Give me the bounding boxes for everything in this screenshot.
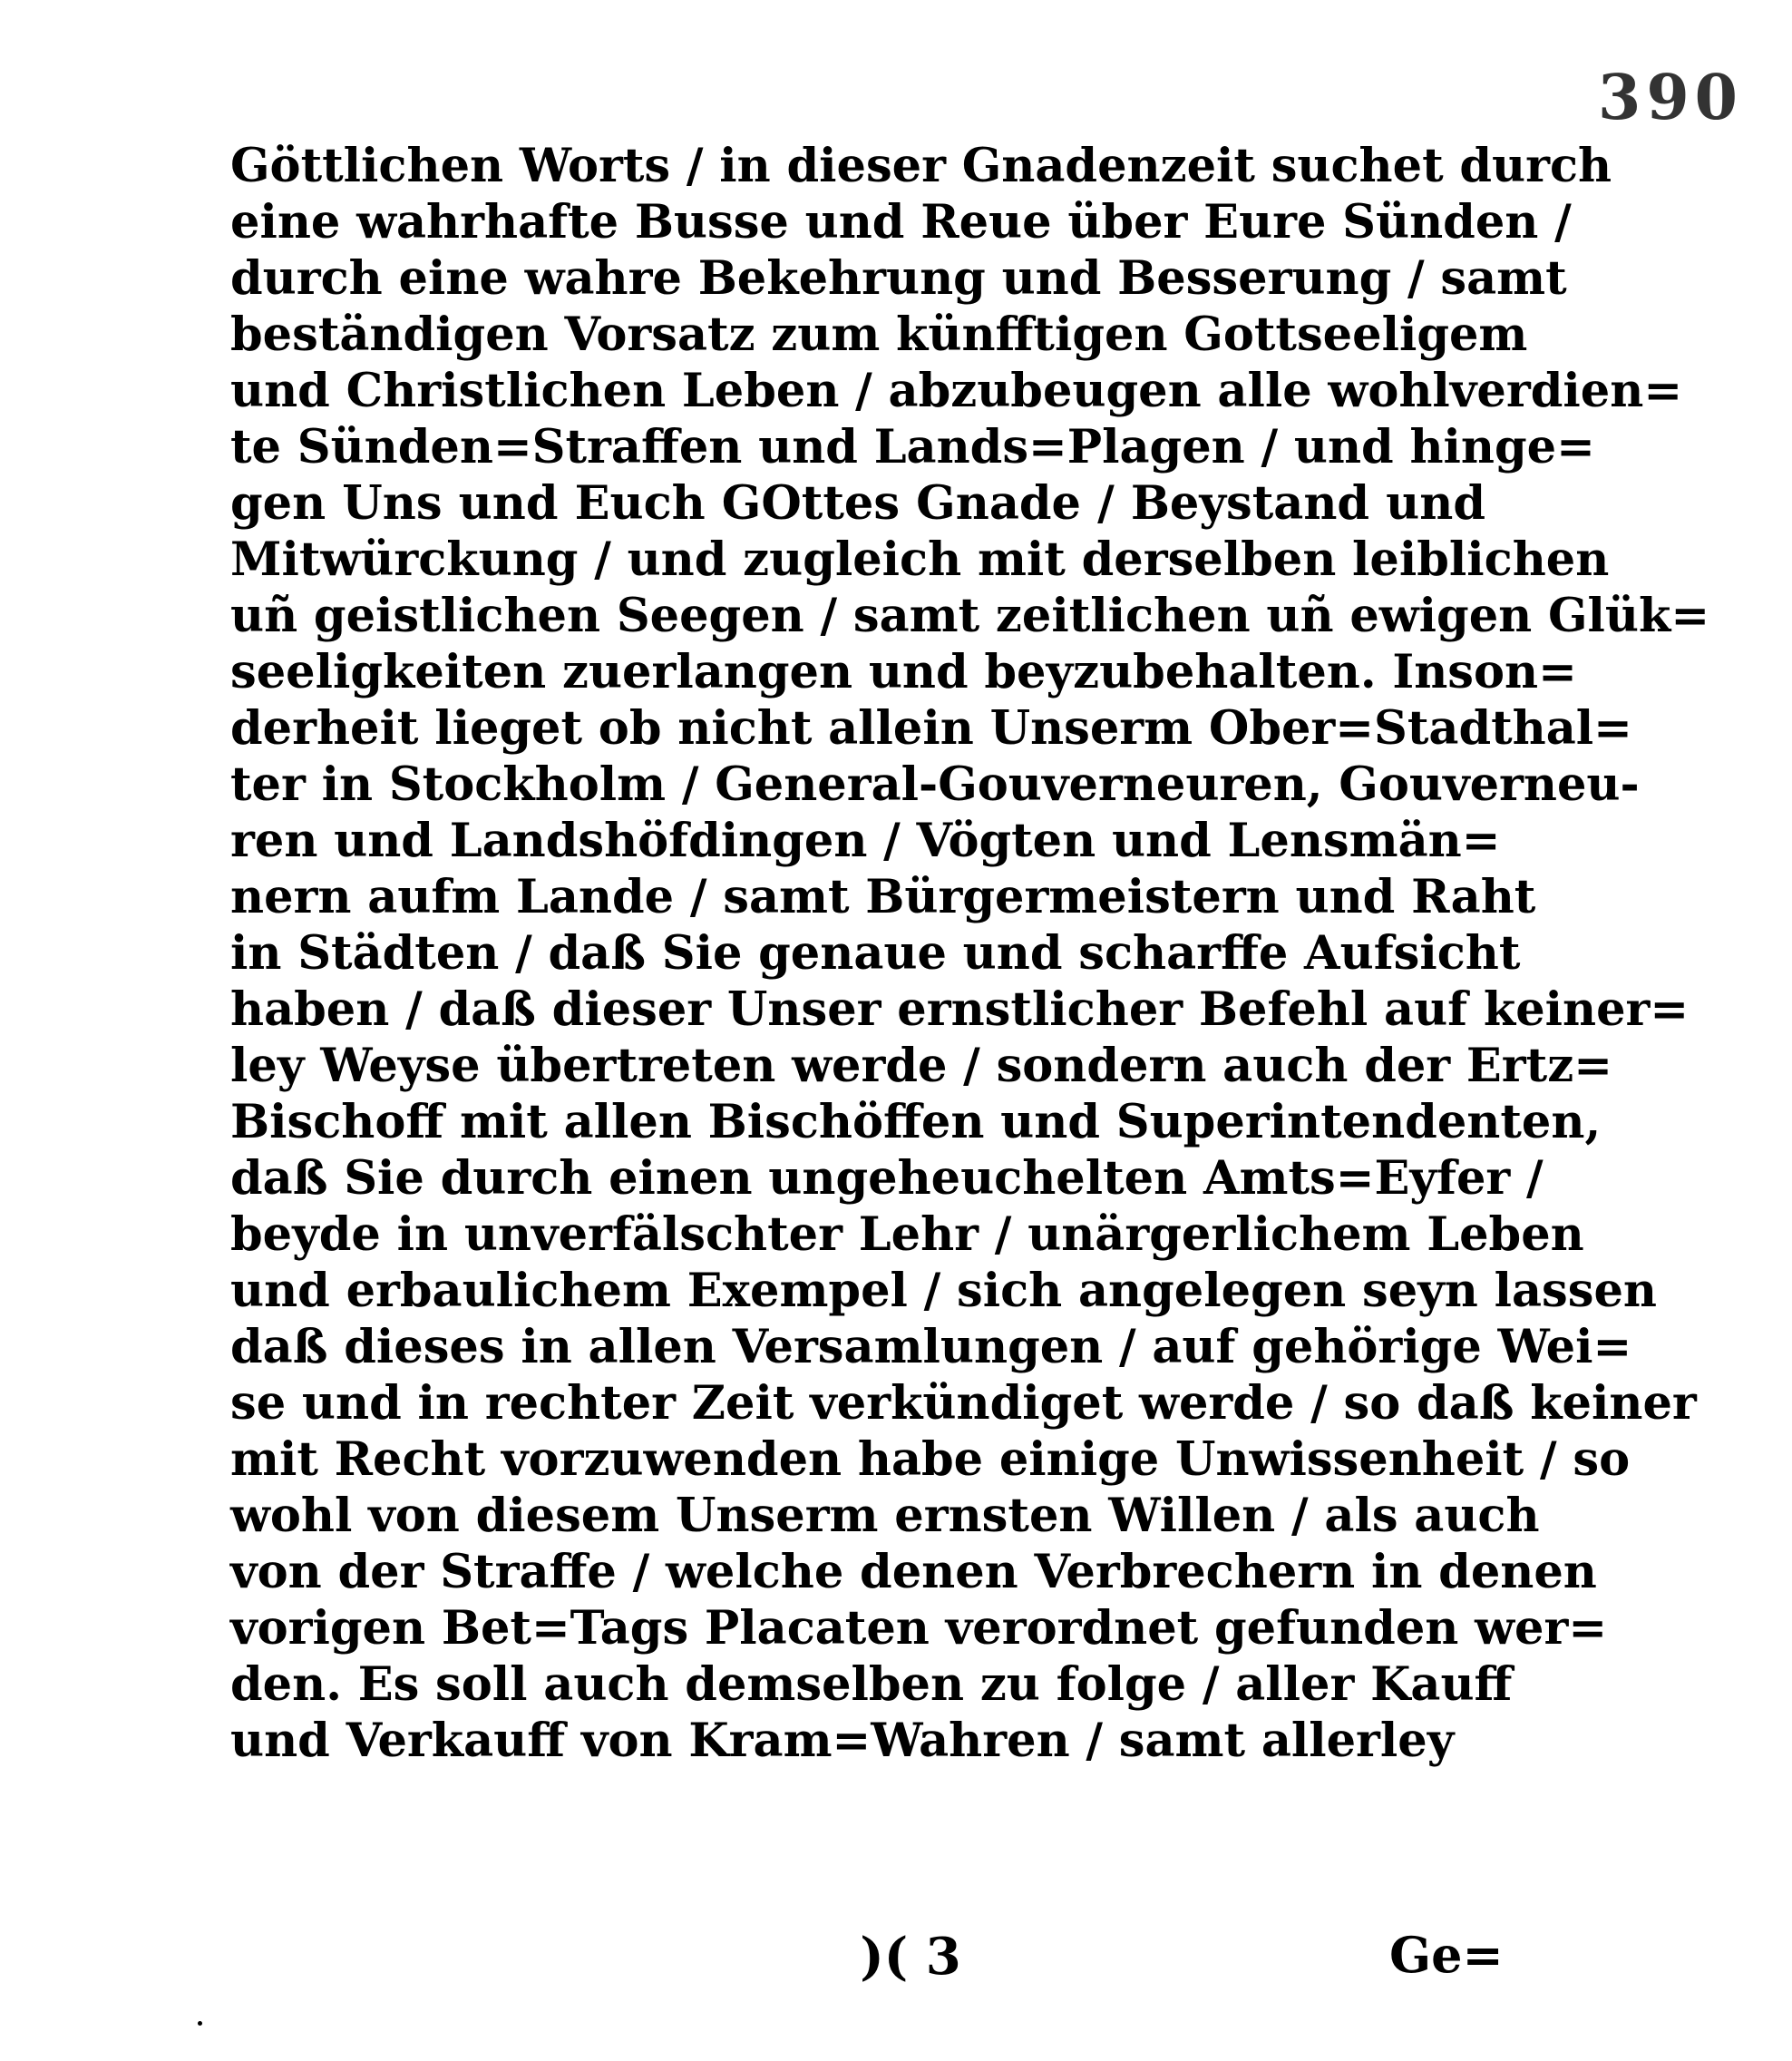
text-line: Göttlichen Worts / in dieser Gnadenzeit suchet durch	[230, 139, 1612, 193]
text-line: ley Weyse übertreten werde / sondern auch der Ertz=	[230, 1039, 1612, 1093]
text-line: ter in Stockholm / General-Gouverneuren, Gouverneu-	[230, 757, 1640, 812]
text-line: gen Uns und Euch GOttes Gnade / Beystand und	[230, 476, 1485, 531]
text-line: Mitwürckung / und zugleich mit derselben leiblichen	[230, 532, 1610, 587]
text-line: vorigen Bet=Tags Placaten verordnet gefunden wer=	[230, 1601, 1608, 1656]
text-line: durch eine wahre Bekehrung und Besserung / samt	[230, 251, 1567, 306]
text-line: ren und Landshöfdingen / Vögten und Lensmän=	[230, 814, 1501, 868]
text-line: daß dieses in allen Versamlungen / auf gehörige Wei=	[230, 1320, 1632, 1374]
text-line: Bischoff mit allen Bischöffen und Superintendenten,	[230, 1095, 1602, 1149]
body-text	[230, 138, 1710, 1769]
text-line: und erbaulichem Exempel / sich angelegen seyn lassen	[230, 1264, 1658, 1318]
text-line: mit Recht vorzuwenden habe einige Unwissenheit / so	[230, 1432, 1631, 1487]
text-line: in Städten / daß Sie genaue und scharffe Aufsicht	[230, 926, 1521, 981]
text-line: derheit lieget ob nicht allein Unserm Ober=Stadthal=	[230, 701, 1632, 756]
text-line: seeligkeiten zuerlangen und beyzubehalten. Inson=	[230, 645, 1577, 699]
text-line: von der Straffe / welche denen Verbrechern in denen	[230, 1545, 1597, 1599]
text-line: eine wahrhafte Busse und Reue über Eure Sünden /	[230, 195, 1572, 249]
text-line: beständigen Vorsatz zum künfftigen Gottseeligem	[230, 308, 1528, 362]
signature-mark: )( 3	[860, 1927, 961, 1987]
text-line: nern aufm Lande / samt Bürgermeistern und Raht	[230, 870, 1536, 924]
text-line: te Sünden=Straffen und Lands=Plagen / und hinge=	[230, 420, 1595, 474]
catchword: Ge=	[1389, 1926, 1504, 1984]
text-line: und Christlichen Leben / abzubeugen alle wohlverdien=	[230, 364, 1683, 418]
text-line: haben / daß dieser Unser ernstlicher Befehl auf keiner=	[230, 982, 1690, 1037]
text-line: und Verkauff von Kram=Wahren / samt allerley	[230, 1714, 1455, 1768]
page-number: 390	[1598, 62, 1743, 134]
text-line: daß Sie durch einen ungeheuchelten Amts=Eyfer /	[230, 1151, 1544, 1206]
ink-speck	[198, 2021, 202, 2026]
text-line: uñ geistlichen Seegen / samt zeitlichen uñ ewigen Glük=	[230, 589, 1710, 643]
text-line: beyde in unverfälschter Lehr / unärgerlichem Leben	[230, 1207, 1584, 1262]
text-line: se und in rechter Zeit verkündiget werde / so daß keiner	[230, 1376, 1697, 1431]
text-line: den. Es soll auch demselben zu folge / aller Kauff	[230, 1657, 1513, 1712]
text-line: wohl von diesem Unserm ernsten Willen / als auch	[230, 1489, 1540, 1543]
